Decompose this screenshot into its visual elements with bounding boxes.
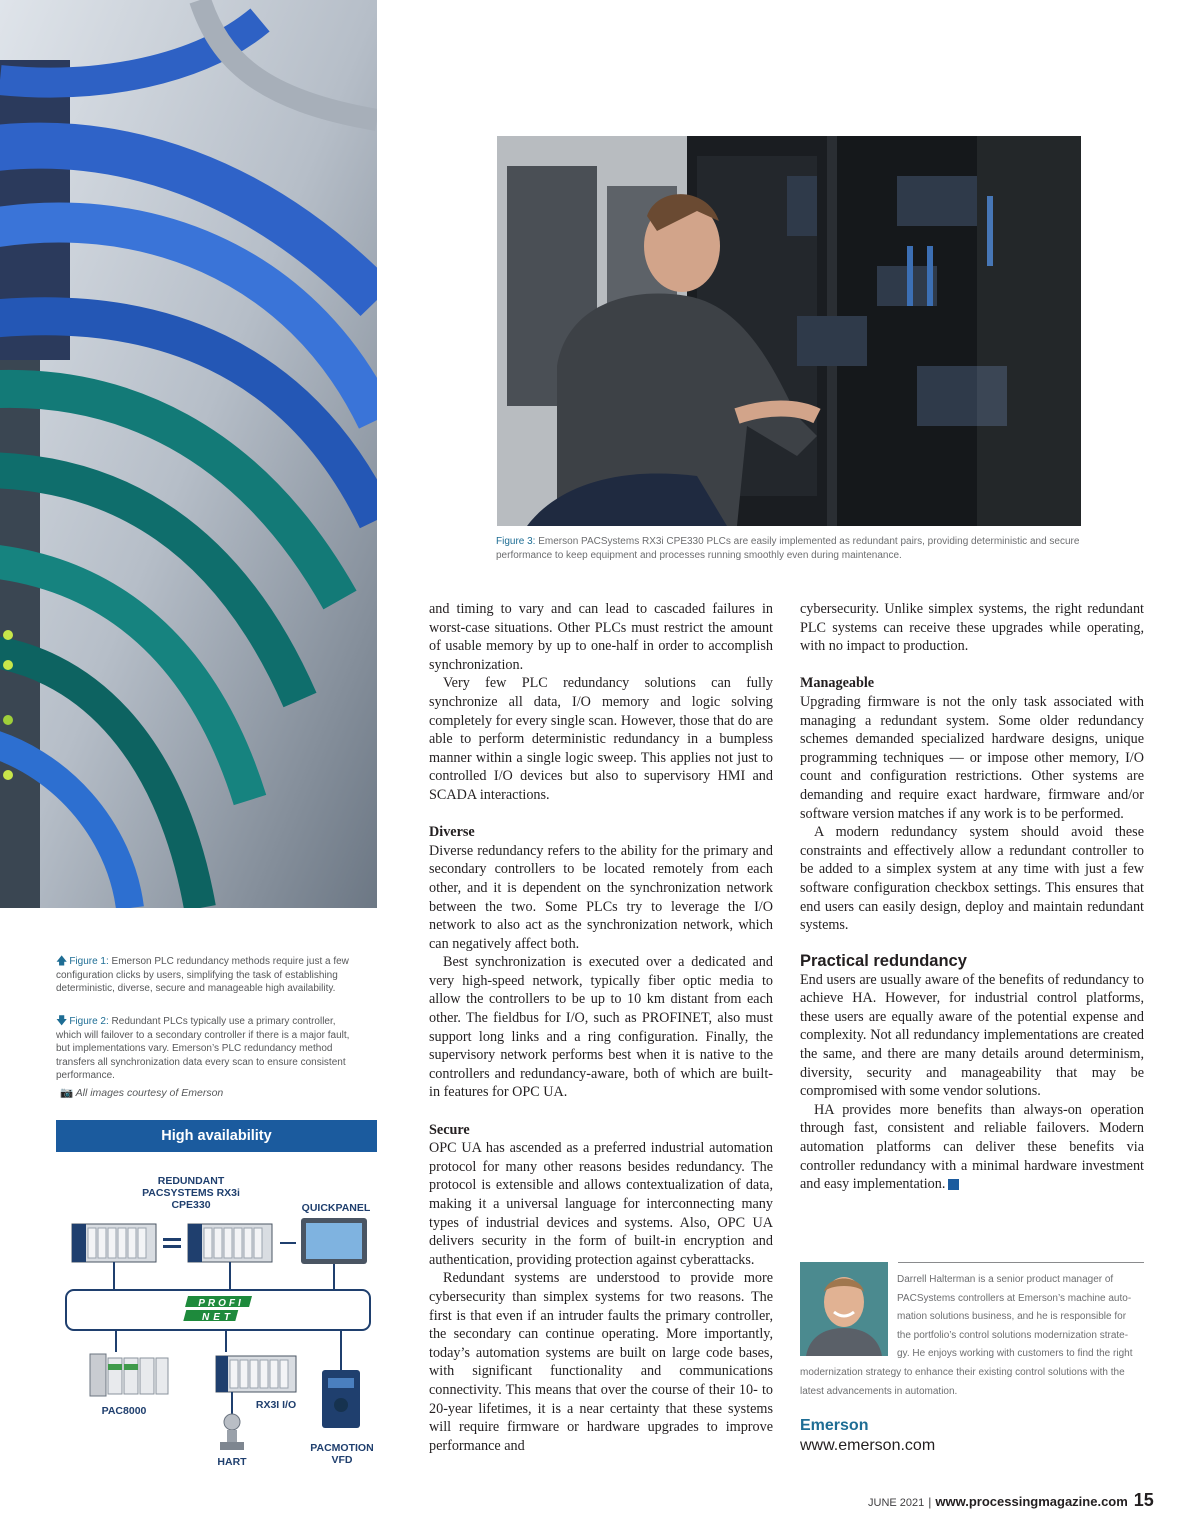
company-name: Emerson [800, 1417, 869, 1434]
page-number: 15 [1133, 1490, 1154, 1510]
profinet-top-label: PROFI [198, 1298, 244, 1309]
arrow-up-icon: 🡅 [56, 955, 68, 967]
footer-separator: | [928, 1495, 932, 1509]
figure2-text: Redundant PLCs typically use a primary controller, which will failover to a secondary controller if there is a major fault, but implementations vary. Emerson’s PLC redundancy method transfers all synchronization data every scan to ensure consistent performance. [56, 1016, 350, 1081]
quickpanel-label: QUICKPANEL [301, 1202, 371, 1214]
author-bio-bottom [800, 1364, 1144, 1401]
author-bio-top [897, 1271, 1144, 1364]
redundant-label: REDUNDANT PACSYSTEMS RX3i CPE330 [142, 1175, 240, 1211]
col1-paragraph: and timing to vary and can lead to cascaded failures in worst-case situations. Other PLCs must restrict the amount of usable memory by up to one-half in order to accomplish synchronization. [429, 601, 773, 673]
figure3-photo [497, 136, 1081, 526]
pacmotion-label: PACMOTION VFD [310, 1442, 374, 1466]
figure1-caption [56, 955, 356, 996]
col1-paragraph: Best synchronization is executed over a dedicated and very high-speed network, typically fiber optic media to allow the controllers to be up to 10 km distant from each other. The fieldbus for I/O, such as PROFINET, also must support long links and a ring configuration. Finally, the supervisory network performs best when it is native to the controllers and redundancy-aware, both of which are built-in features for OPC UA. [429, 954, 773, 1101]
col2-paragraph [800, 1101, 1144, 1194]
figure3-label: Figure 3: [496, 536, 536, 547]
col2-final-text: HA provides more benefits than always-on operation through fast, consistent and reliable failovers. Modern automation platforms can deliver these benefits via controller redundancy with a minimal hardware investment and easy implementation. [800, 1101, 1144, 1193]
col1-paragraph: OPC UA has ascended as a preferred industrial automation protocol for many other reasons besides redundancy. The protocol is extensible and allows contextualization of data, making it a universal language for interconnecting many types of industrial devices and systems. Also, OPC UA delivers security in the form of built-in encryption and authentication, providing protection against cyberattacks. [429, 1140, 773, 1268]
profinet-bottom-label: NET [202, 1312, 234, 1323]
heading-diverse: Diverse [429, 824, 475, 841]
col1-paragraph: Diverse redundancy refers to the ability for the primary and secondary controllers to be located remotely from each other, and it is dependent on the synchronization network between the two. Some PLCs try to leverage the I/O network to also act as the synchronization network, which can negatively affect both. [429, 842, 773, 952]
cable-photo [0, 0, 377, 908]
col2-paragraph: End users are usually aware of the benefits of redundancy to achieve HA. However, for industrial control platforms, these users are equally aware of the potential expense and complexity. Not all redundancy implementations are created the same, and there are many details around determinism, diversity, security and manageability that may be compromised with some vendor solutions. [800, 971, 1144, 1100]
figure3-caption [496, 535, 1086, 563]
col1-paragraph: Redundant systems are understood to provide more cybersecurity than simplex systems for two reasons. The first is that even if an intruder faults the primary controller, the secondary can continue operating. More importantly, today’s automation systems are built on large code bases, with significant functionality and communications connectivity. This means that over the course of their 10- to 20-year lifetimes, it is a near certainty that these systems will require firmware or hardware upgrades to improve performance and [429, 1270, 773, 1454]
bio-line: PACSystems controllers at Emerson’s machine auto- [897, 1292, 1132, 1304]
col1-paragraph: Very few PLC redundancy solutions can fully synchronize all data, I/O memory and logic solving completely for every single scan. However, those that do are able to perform deterministic redundancy in a bumpless manner within a single logic sweep. This applies not just to controlled I/O devices but also to supervisory HMI and SCADA interactions. [429, 675, 773, 803]
diagram-title: High availability [56, 1120, 377, 1152]
article-column-1 [429, 600, 773, 1455]
hart-label: HART [217, 1456, 247, 1468]
col2-paragraph: cybersecurity. Unlike simplex systems, the right redundant PLC systems can receive these upgrades while operating, with no impact to production. [800, 601, 1144, 655]
figure1-text: Emerson PLC redundancy methods require just a few configuration clicks by users, simplifying the task of establishing deterministic, diverse, secure and manageable high availability. [56, 956, 349, 994]
page-footer [868, 1490, 1154, 1511]
high-availability-diagram [56, 1120, 377, 1480]
author-photo [800, 1262, 888, 1356]
rx3i-io-label: RX3I I/O [255, 1399, 297, 1411]
bio-line: mation solutions business, and he is responsible for [897, 1311, 1127, 1322]
figure2-label: Figure 2: [69, 1016, 109, 1027]
end-mark-icon: 1 [948, 1179, 959, 1190]
article-column-2 [800, 600, 1144, 1194]
pac8000-label: PAC8000 [101, 1405, 147, 1417]
image-credit [60, 1086, 223, 1099]
figure1-label: Figure 1: [69, 956, 109, 967]
heading-manageable: Manageable [800, 675, 875, 692]
bio-line: the portfolio’s control solutions modernization strate- [897, 1329, 1129, 1341]
heading-practical-redundancy: Practical redundancy [800, 951, 967, 970]
bio-line: gy. He enjoys working with customers to find the right [897, 1348, 1133, 1359]
bio-line: Darrell Halterman is a senior product manager of [897, 1274, 1114, 1285]
figure2-caption [56, 1015, 356, 1083]
bio-divider [898, 1262, 1144, 1263]
bio-line: latest advancements in automation. [800, 1385, 958, 1397]
company-website-link[interactable]: www.emerson.com [800, 1437, 936, 1454]
magazine-url-link[interactable]: www.processingmagazine.com [935, 1494, 1128, 1509]
col2-paragraph: A modern redundancy system should avoid these constraints and effectively allow a redundant controller to be added to a simplex system at any time with just a few software configuration checkbox settings. This ensures that end users can easily design, deploy and maintain redundant systems. [800, 824, 1144, 934]
credit-text: All images courtesy of Emerson [75, 1087, 224, 1099]
arrow-down-icon: 🡇 [56, 1015, 68, 1027]
col2-paragraph: Upgrading firmware is not the only task associated with managing a redundant system. Some older redundancy schemes demanded specialized hardware designs, unique programming techniques — or impose other memory, I/O count and configuration restrictions. Other systems are demanding and require exact hardware, firmware and/or software version matches if any work is to be performed. [800, 693, 1144, 822]
figure3-text: Emerson PACSystems RX3i CPE330 PLCs are easily implemented as redundant pairs, providing deterministic and secure performance to keep equipment and processes running smoothly even during maintenance. [496, 536, 1080, 561]
bio-line: modernization strategy to enhance their existing control solutions with the [800, 1367, 1125, 1378]
camera-icon: 📷 [60, 1087, 74, 1099]
issue-date: JUNE 2021 [868, 1497, 925, 1509]
heading-secure: Secure [429, 1121, 470, 1138]
